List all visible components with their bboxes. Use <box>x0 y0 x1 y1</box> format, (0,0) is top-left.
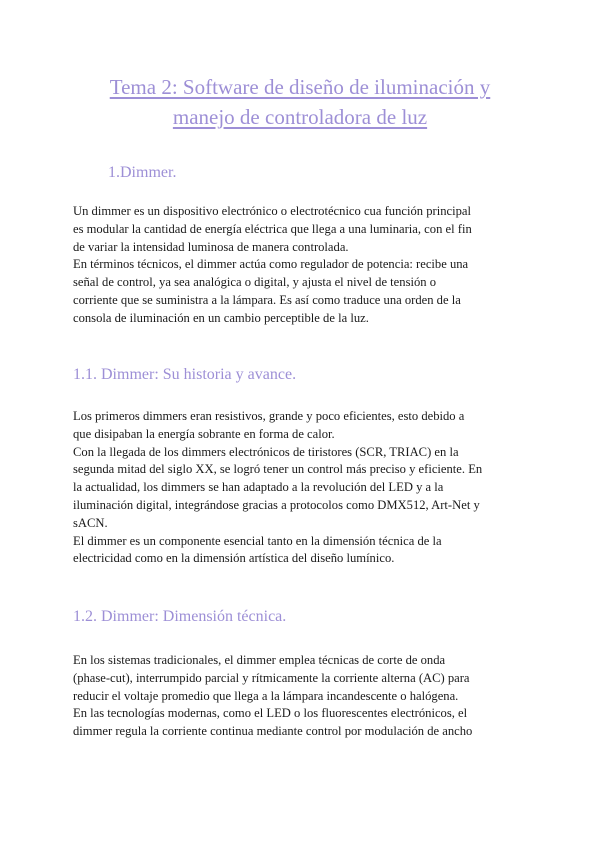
paragraph-line: la actualidad, los dimmers se han adaptado a la revolución del LED y a la <box>73 480 444 495</box>
paragraph-line: que disipaban la energía sobrante en forma de calor. <box>73 426 335 441</box>
paragraph-line: Con la llegada de los dimmers electrónicos de tiristores (SCR, TRIAC) en la <box>73 444 459 459</box>
section-historia-paragraph <box>73 408 533 568</box>
section-dimension-tecnica-paragraph <box>73 652 533 741</box>
paragraph-line: En las tecnologías modernas, como el LED o los fluorescentes electrónicos, el <box>73 706 468 721</box>
paragraph-line: El dimmer es un componente esencial tanto en la dimensión técnica de la <box>73 533 442 548</box>
paragraph-line: iluminación digital, integrándose gracias a protocolos como DMX512, Art-Net y <box>73 497 480 512</box>
paragraph-line: segunda mitad del siglo XX, se logró tener un control más preciso y eficiente. En <box>73 462 483 477</box>
paragraph-line: electricidad como en la dimensión artística del diseño lumínico. <box>73 551 395 566</box>
paragraph-line: Los primeros dimmers eran resistivos, grande y poco eficientes, esto debido a <box>73 409 465 423</box>
paragraph-line: dimmer regula la corriente continua mediante control por modulación de ancho <box>73 724 473 739</box>
paragraph-line: sACN. <box>73 515 108 530</box>
paragraph-line: es modular la cantidad de energía eléctrica que llega a una luminaria, con el fin <box>73 221 472 236</box>
paragraph-line: (phase-cut), interrumpido parcial y rítmicamente la corriente alterna (AC) para <box>73 670 470 685</box>
paragraph-line: corriente que se suministra a la lámpara. Es así como traduce una orden de la <box>73 292 461 307</box>
paragraph-line: En términos técnicos, el dimmer actúa como regulador de potencia: recibe una <box>73 257 469 272</box>
paragraph-line: consola de iluminación en un cambio perceptible de la luz. <box>73 310 369 325</box>
section-heading-historia: 1.1. Dimmer: Su historia y avance. <box>73 366 297 383</box>
paragraph-line: reducir el voltaje promedio que llega a la lámpara incandescente o halógena. <box>73 688 459 703</box>
section-dimmer-paragraph <box>73 203 533 328</box>
paragraph-line: Un dimmer es un dispositivo electrónico o electrotécnico cua función principal <box>73 204 471 218</box>
paragraph-line: En los sistemas tradicionales, el dimmer emplea técnicas de corte de onda <box>73 653 446 667</box>
section-heading-dimmer: 1.Dimmer. <box>108 164 177 181</box>
paragraph-line: de variar la intensidad luminosa de manera controlada. <box>73 239 349 254</box>
title-line-1: Tema 2: Software de diseño de iluminación y <box>109 75 491 99</box>
document-title <box>60 72 540 132</box>
section-heading-dimension-tecnica: 1.2. Dimmer: Dimensión técnica. <box>73 608 287 625</box>
paragraph-line: señal de control, ya sea analógica o digital, y ajusta el nivel de tensión o <box>73 275 437 290</box>
title-line-2: manejo de controladora de luz <box>172 105 428 129</box>
